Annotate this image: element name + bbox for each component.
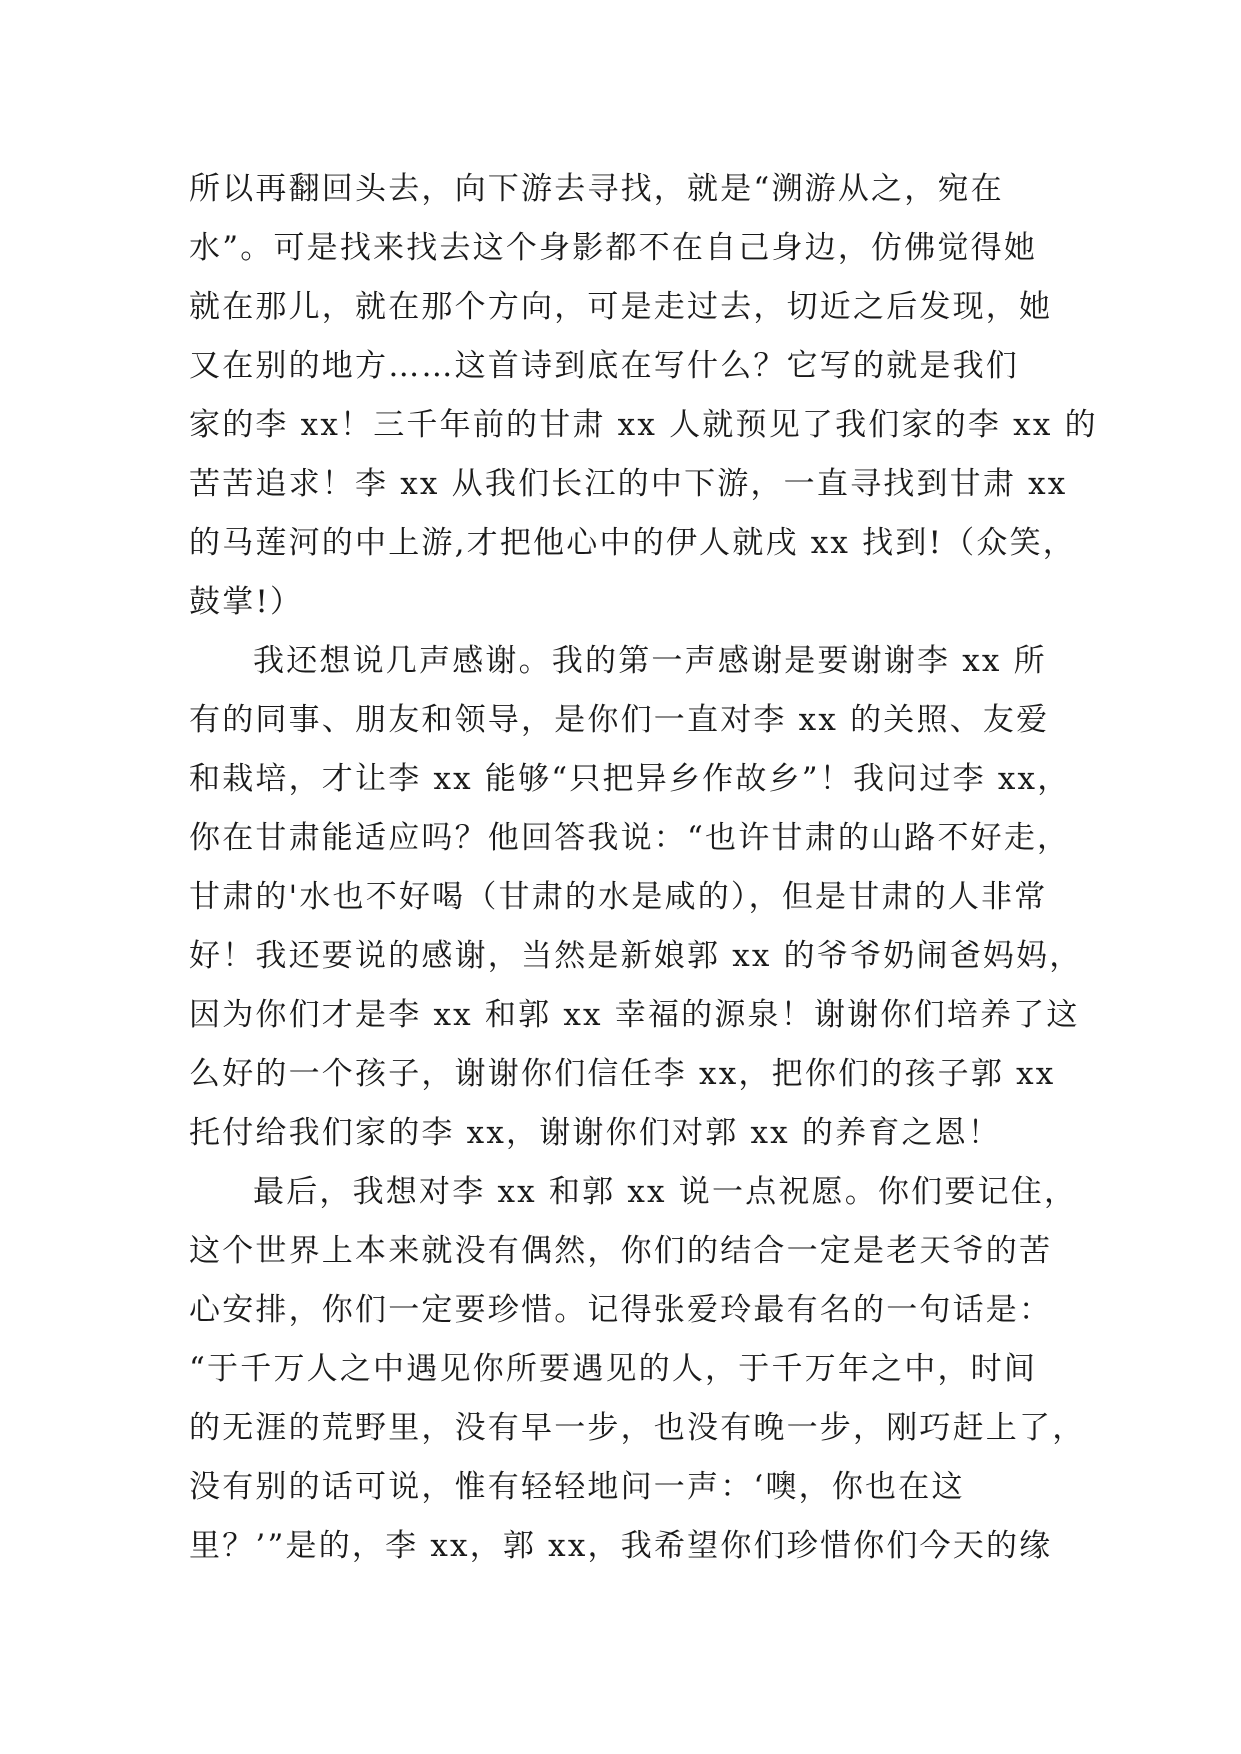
paragraph-3	[189, 1163, 1086, 1576]
text-line: 就在那儿，就在那个方向，可是走过去，切近之后发现，她	[189, 289, 1053, 325]
text-line: 苦苦追求！李 xx 从我们长江的中下游，一直寻找到甘肃 xx	[189, 466, 1068, 502]
text-line: 的无涯的荒野里，没有早一步，也没有晚一步，刚巧赶上了，	[189, 1410, 1086, 1446]
text-line: 你在甘肃能适应吗？他回答我说：“也许甘肃的山路不好走，	[189, 820, 1071, 856]
text-line: 没有别的话可说，惟有轻轻地问一声：‘噢，你也在这	[189, 1469, 965, 1505]
text-line: 里？’”是的，李 xx，郭 xx，我希望你们珍惜你们今天的缘	[189, 1528, 1053, 1564]
text-line: 又在别的地方……这首诗到底在写什么？它写的就是我们	[189, 348, 1019, 384]
text-line: 家的李 xx！三千年前的甘肃 xx 人就预见了我们家的李 xx 的	[189, 407, 1098, 443]
text-line: 好！我还要说的感谢，当然是新娘郭 xx 的爷爷奶闹爸妈妈，	[189, 938, 1083, 974]
text-line: “于千万人之中遇见你所要遇见的人，于千万年之中，时间	[189, 1351, 1038, 1387]
text-line: 我还想说几声感谢。我的第一声感谢是要谢谢李 xx 所	[253, 643, 1047, 679]
text-line: 鼓掌!）	[189, 584, 304, 620]
text-line: 最后，我想对李 xx 和郭 xx 说一点祝愿。你们要记住，	[253, 1174, 1078, 1210]
text-line: 有的同事、朋友和领导，是你们一直对李 xx 的关照、友爱	[189, 702, 1050, 738]
text-line: 甘肃的'水也不好喝（甘肃的水是咸的），但是甘肃的人非常	[189, 879, 1048, 915]
text-line: 么好的一个孩子，谢谢你们信任李 xx，把你们的孩子郭 xx	[189, 1056, 1056, 1092]
text-line: 这个世界上本来就没有偶然，你们的结合一定是老天爷的苦	[189, 1233, 1053, 1269]
paragraph-1	[189, 160, 1098, 632]
paragraph-2	[189, 632, 1083, 1163]
text-line: 心安排，你们一定要珍惜。记得张爱玲最有名的一句话是：	[189, 1292, 1053, 1328]
text-line: 和栽培，才让李 xx 能够“只把异乡作故乡”！我问过李 xx，	[189, 761, 1071, 797]
text-line: 水”。可是找来找去这个身影都不在自己身边，仿佛觉得她	[189, 230, 1038, 266]
text-line: 因为你们才是李 xx 和郭 xx 幸福的源泉！谢谢你们培养了这	[189, 997, 1080, 1033]
text-line: 的马莲河的中上游,才把他心中的伊人就戌 xx 找到!（众笑，	[189, 525, 1076, 561]
text-line: 所以再翻回头去，向下游去寻找，就是“溯游从之，宛在	[189, 171, 1004, 207]
body-text	[189, 160, 1098, 1576]
text-line: 托付给我们家的李 xx，谢谢你们对郭 xx 的养育之恩！	[189, 1115, 1002, 1151]
